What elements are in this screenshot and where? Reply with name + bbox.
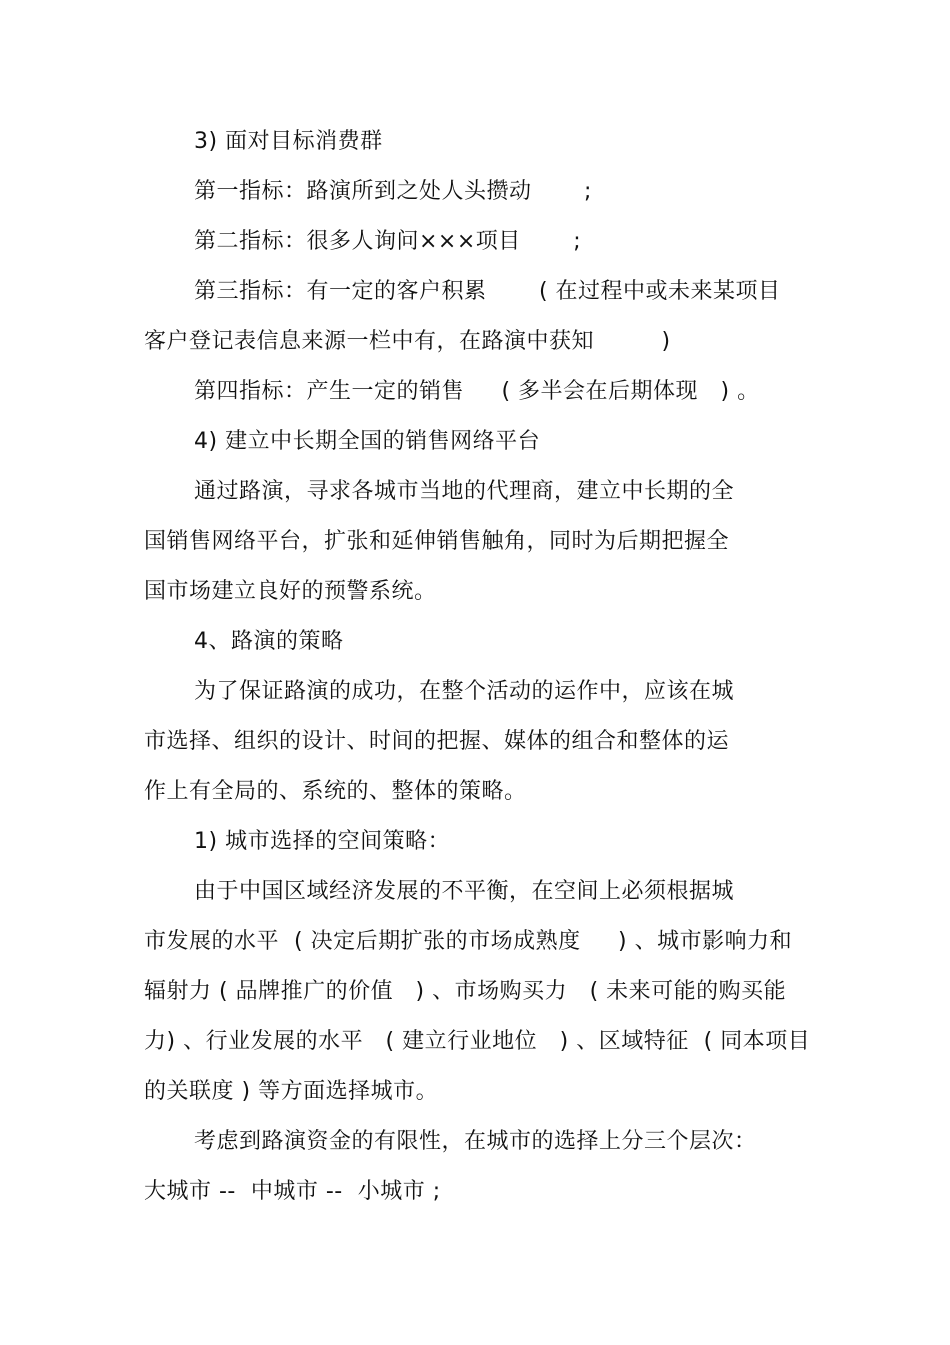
text-line-1: 3) 面对目标消费群 [194, 129, 383, 154]
text-line-17: 市发展的水平 ( 决定后期扩张的市场成熟度 ) 、城市影响力和 [144, 929, 793, 954]
text-line-6: 第四指标：产生一定的销售 ( 多半会在后期体现 ) 。 [194, 379, 760, 404]
text-line-19: 力) 、行业发展的水平 ( 建立行业地位 ) 、区域特征 ( 同本项目 [144, 1029, 811, 1054]
text-line-12: 为了保证路演的成功，在整个活动的运作中，应该在城 [194, 679, 735, 704]
text-line-11: 4、路演的策略 [194, 629, 344, 654]
text-line-2: 第一指标：路演所到之处人头攒动 ; [194, 179, 592, 204]
text-line-20: 的关联度 ) 等方面选择城市。 [144, 1079, 439, 1104]
text-line-10: 国市场建立良好的预警系统。 [144, 579, 437, 604]
text-line-8: 通过路演，寻求各城市当地的代理商，建立中长期的全 [194, 479, 735, 504]
text-line-15: 1) 城市选择的空间策略： [194, 829, 451, 854]
text-line-4: 第三指标：有一定的客户积累 ( 在过程中或未来某项目 [194, 279, 781, 304]
text-line-5: 客户登记表信息来源一栏中有，在路演中获知 ) [144, 329, 671, 354]
text-line-13: 市选择、组织的设计、时间的把握、媒体的组合和整体的运 [144, 729, 730, 754]
text-line-18: 辐射力 ( 品牌推广的价值 ) 、市场购买力 ( 未来可能的购买能 [144, 979, 787, 1004]
text-line-16: 由于中国区域经济发展的不平衡，在空间上必须根据城 [194, 879, 735, 904]
text-line-14: 作上有全局的、系统的、整体的策略。 [144, 779, 527, 804]
text-line-7: 4) 建立中长期全国的销售网络平台 [194, 429, 541, 454]
text-line-9: 国销售网络平台，扩张和延伸销售触角，同时为后期把握全 [144, 529, 730, 554]
text-line-3: 第二指标：很多人询问×××项目 ; [194, 229, 582, 254]
text-line-21: 考虑到路演资金的有限性，在城市的选择上分三个层次： [194, 1129, 757, 1154]
text-line-22: 大城市 -- 中城市 -- 小城市 ; [144, 1179, 441, 1204]
